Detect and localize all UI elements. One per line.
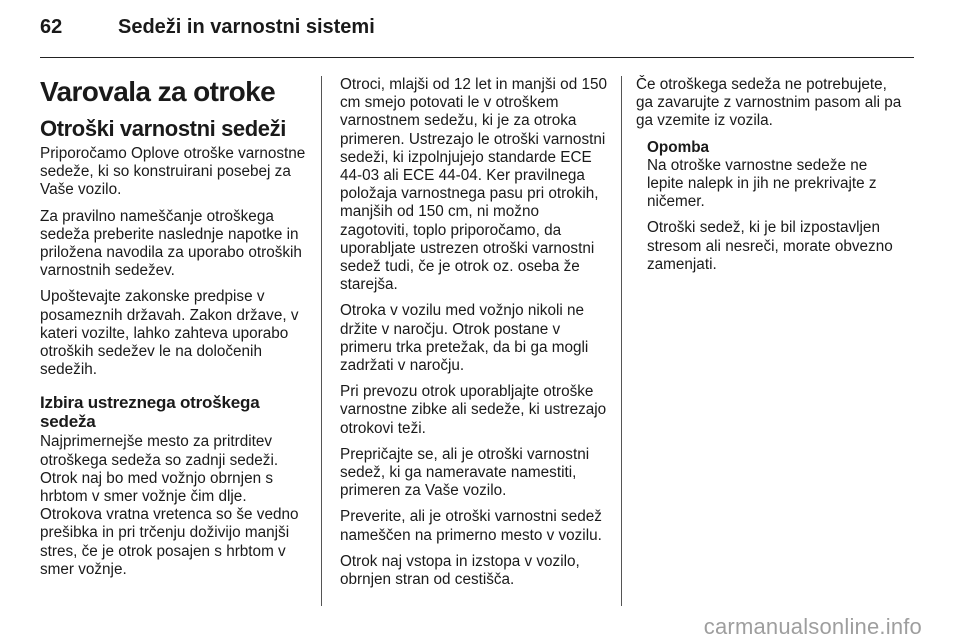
header-rule (40, 57, 914, 58)
page-number: 62 (40, 16, 63, 38)
paragraph: Če otroškega sedeža ne potrebujete, ga zavarujte z varnostnim pasom ali pa ga vzemite iz vozila. (636, 76, 902, 130)
column-left (40, 76, 308, 587)
running-title: Sedeži in varnostni sistemi (118, 16, 375, 38)
subsection-title: Otroški varnostni sedeži (40, 116, 286, 141)
paragraph: Najprimernejše mesto za pritrditev otroškega sedeža so zadnji sedeži. Otrok naj bo med vožnjo obrnjen s hrbtom v smer vožnje čim dlje. Otrokova vratna vretenca so še vedno prešibka in pri trčenju doživijo manjši stres, če je otrok posajen s hrbtom v smer vožnje. (40, 433, 299, 578)
paragraph: Prepričajte se, ali je otroški varnostni sedež, ki ga nameravate namestiti, primeren za Vaše vozilo. (340, 445, 590, 500)
column-divider (621, 76, 622, 606)
subhead-title: Izbira ustreznega otroškega sedeža (40, 393, 260, 432)
paragraph: Otrok naj vstopa in izstopa v vozilo, obrnjen stran od cestišča. (340, 552, 580, 589)
note-paragraph: Na otroške varnostne sedeže ne lepite nalepk in jih ne prekrivajte z ničemer. (647, 156, 877, 211)
paragraph: Upoštevajte zakonske predpise v posameznih državah. Zakon države, v kateri vozilte, lahko zahteva uporabo otroških sedežev le na določenih sedežih. (40, 288, 299, 379)
note-title: Opomba (647, 138, 710, 156)
paragraph: Priporočamo Oplove otroške varnostne sedeže, ki so konstruirani posebej za Vaše vozilo. (40, 145, 306, 199)
paragraph: Otroci, mlajši od 12 let in manjši od 150 cm smejo potovati le v otroškem varnostnem sedežu, ki je za otroka primeren. Ustrezajo le otroški varnostni sedeži, ki izpolnjujejo standarde ECE 44-03 ali ECE 44-04. Ker pravilnega položaja varnostnega pasu pri otrokih, manjših od 150 cm, ni možno zagotoviti, toplo priporočamo, da uporabljate ustrezen otroški varnostni sedež tudi, če je otrok oz. oseba že starejša. (340, 76, 607, 294)
paragraph: Otroka v vozilu med vožnjo nikoli ne držite v naročju. Otrok postane v primeru trka pretežak, da bi ga mogli zadržati v naročju. (340, 302, 589, 375)
note-paragraph: Otroški sedež, ki je bil izpostavljen stresom ali nesreči, morate obvezno zamenjati. (647, 219, 893, 273)
page-header (40, 16, 920, 56)
column-right (636, 76, 908, 282)
paragraph: Pri prevozu otrok uporabljajte otroške varnostne zibke ali sedeže, ki ustrezajo otrokovi teži. (340, 383, 607, 437)
column-divider (321, 76, 322, 606)
paragraph: Za pravilno nameščanje otroškega sedeža preberite naslednje napotke in priložena navodila za uporabo otroških varnostnih sedežev. (40, 207, 302, 280)
paragraph: Preverite, ali je otroški varnostni sedež nameščen na primerno mesto v vozilu. (340, 508, 602, 544)
column-middle (340, 76, 608, 597)
watermark-text: carmanualsonline.info (703, 614, 922, 639)
section-title: Varovala za otroke (40, 76, 276, 107)
note-box (636, 139, 908, 274)
